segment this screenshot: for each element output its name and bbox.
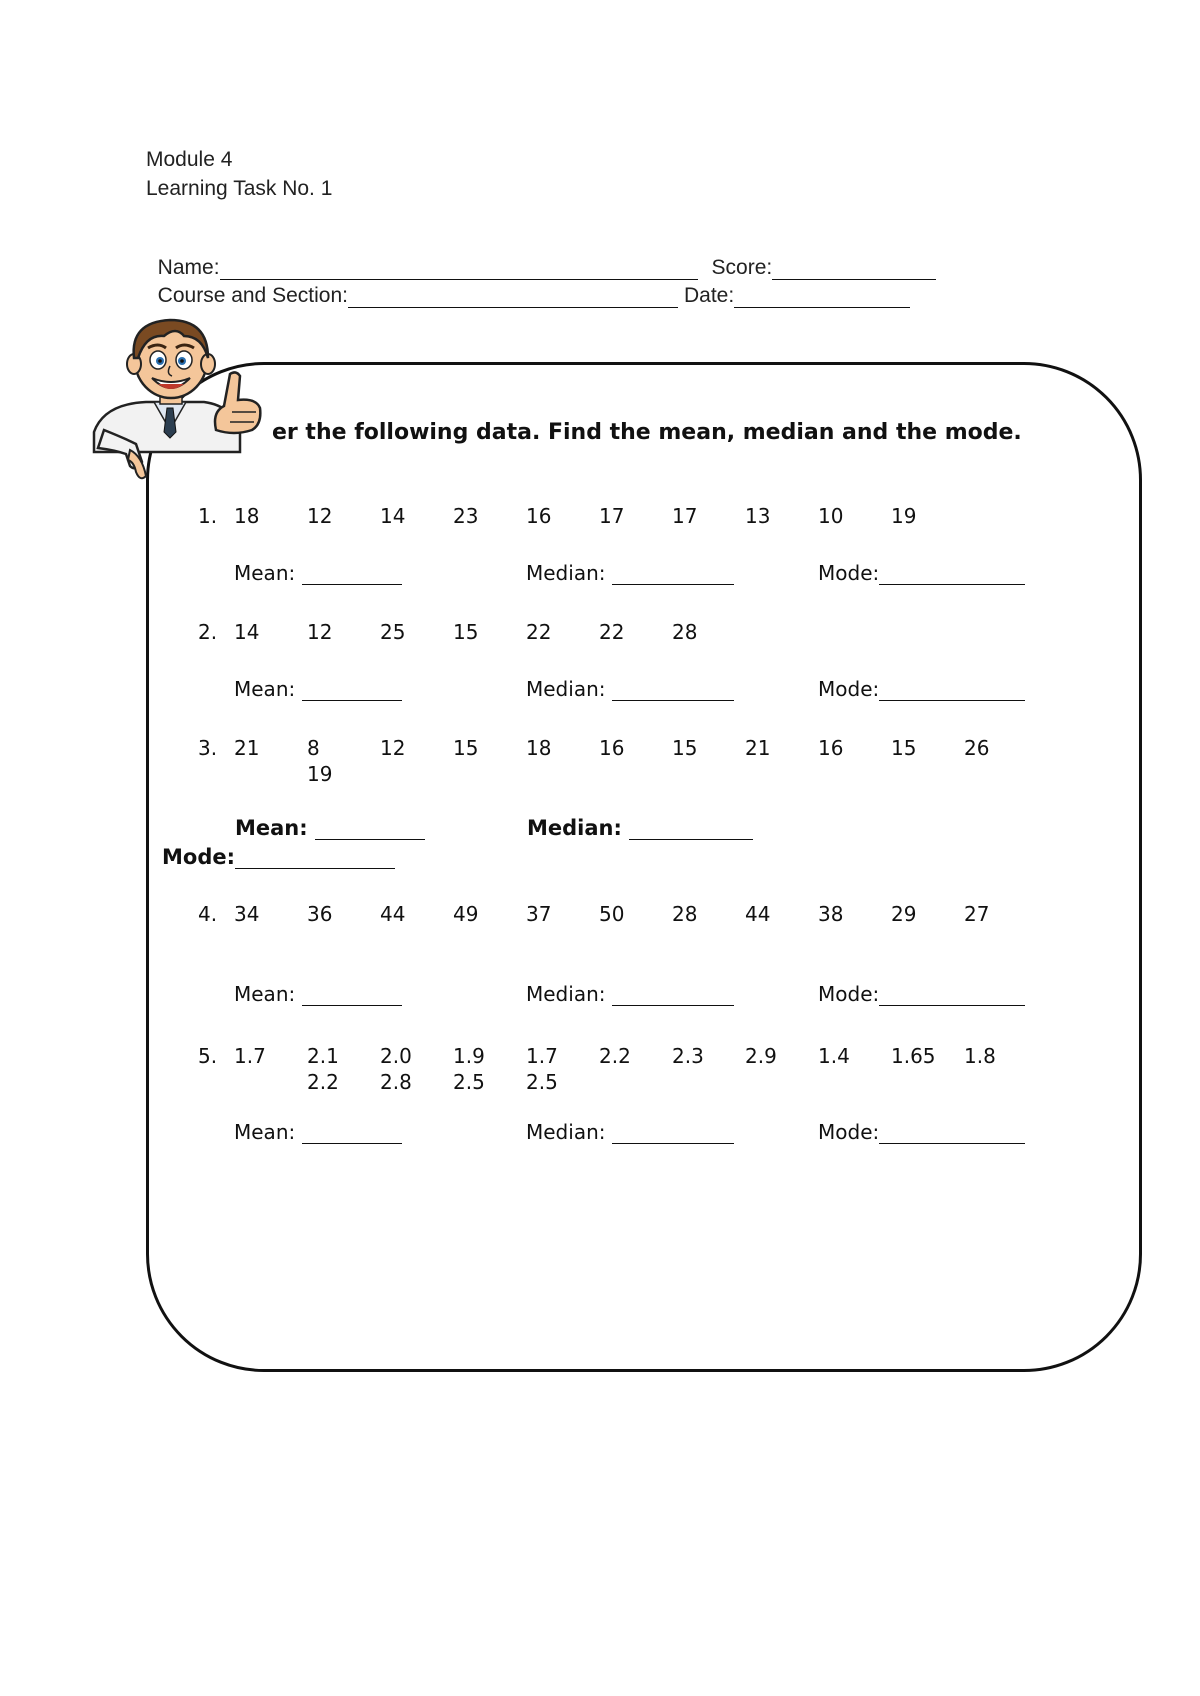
data-value: 49 xyxy=(453,902,479,926)
data-value: 2.5 xyxy=(526,1070,558,1094)
data-value: 12 xyxy=(380,736,406,760)
median-label-2: Median: xyxy=(526,677,734,701)
mode-label-3: Mode: xyxy=(162,845,395,869)
date-label: Date: xyxy=(683,284,735,307)
mode-label-2: Mode: xyxy=(818,677,1025,701)
problem-number-5: 5. xyxy=(198,1044,218,1068)
data-value: 15 xyxy=(453,736,479,760)
data-value: 44 xyxy=(745,902,771,926)
data-value: 22 xyxy=(599,620,625,644)
data-value: 22 xyxy=(526,620,552,644)
module-title: Module 4 xyxy=(146,148,233,171)
data-value: 15 xyxy=(891,736,917,760)
data-value: 21 xyxy=(234,736,260,760)
data-value: 26 xyxy=(964,736,990,760)
data-value: 21 xyxy=(745,736,771,760)
data-value: 17 xyxy=(599,504,625,528)
course-label: Course and Section: xyxy=(157,284,348,307)
median-answer-5[interactable] xyxy=(612,1123,734,1144)
data-value: 38 xyxy=(818,902,844,926)
data-value: 29 xyxy=(891,902,917,926)
mode-answer-3[interactable] xyxy=(235,848,395,869)
median-label-3: Median: xyxy=(527,816,753,840)
task-title: Learning Task No. 1 xyxy=(146,177,333,200)
data-value: 2.2 xyxy=(307,1070,339,1094)
median-label-1: Median: xyxy=(526,561,734,585)
mode-label-1: Mode: xyxy=(818,561,1025,585)
data-value: 18 xyxy=(234,504,260,528)
data-value: 12 xyxy=(307,620,333,644)
data-value: 10 xyxy=(818,504,844,528)
data-value: 34 xyxy=(234,902,260,926)
course-field[interactable] xyxy=(348,287,678,308)
data-value: 19 xyxy=(307,762,333,786)
mode-answer-1[interactable] xyxy=(879,564,1025,585)
data-value: 1.9 xyxy=(453,1044,485,1068)
problem-number-4: 4. xyxy=(198,902,218,926)
data-value: 44 xyxy=(380,902,406,926)
problem-number-2: 2. xyxy=(198,620,218,644)
mean-answer-1[interactable] xyxy=(302,564,402,585)
data-value: 1.8 xyxy=(964,1044,996,1068)
mean-answer-5[interactable] xyxy=(302,1123,402,1144)
mean-label-5: Mean: xyxy=(234,1120,402,1144)
data-value: 2.9 xyxy=(745,1044,777,1068)
name-label: Name: xyxy=(157,256,220,279)
data-value: 1.7 xyxy=(526,1044,558,1068)
data-value: 37 xyxy=(526,902,552,926)
data-value: 2.8 xyxy=(380,1070,412,1094)
data-value: 16 xyxy=(526,504,552,528)
data-value: 19 xyxy=(891,504,917,528)
teacher-icon xyxy=(84,312,274,482)
data-value: 2.5 xyxy=(453,1070,485,1094)
data-value: 28 xyxy=(672,902,698,926)
data-value: 18 xyxy=(526,736,552,760)
data-value: 2.0 xyxy=(380,1044,412,1068)
data-value: 25 xyxy=(380,620,406,644)
mode-answer-4[interactable] xyxy=(879,985,1025,1006)
data-value: 36 xyxy=(307,902,333,926)
mean-label-4: Mean: xyxy=(234,982,402,1006)
data-value: 16 xyxy=(818,736,844,760)
course-row xyxy=(146,260,910,308)
data-value: 16 xyxy=(599,736,625,760)
data-value: 50 xyxy=(599,902,625,926)
problem-number-1: 1. xyxy=(198,504,218,528)
data-value: 15 xyxy=(453,620,479,644)
score-label: Score: xyxy=(711,256,773,279)
median-answer-1[interactable] xyxy=(612,564,734,585)
data-value: 23 xyxy=(453,504,479,528)
mean-answer-2[interactable] xyxy=(302,680,402,701)
data-value: 28 xyxy=(672,620,698,644)
data-value: 15 xyxy=(672,736,698,760)
data-value: 8 xyxy=(307,736,320,760)
median-answer-4[interactable] xyxy=(612,985,734,1006)
data-value: 12 xyxy=(307,504,333,528)
mean-answer-4[interactable] xyxy=(302,985,402,1006)
median-answer-2[interactable] xyxy=(612,680,734,701)
mode-label-5: Mode: xyxy=(818,1120,1025,1144)
data-value: 1.65 xyxy=(891,1044,936,1068)
date-field[interactable] xyxy=(734,287,910,308)
data-value: 1.7 xyxy=(234,1044,266,1068)
mode-label-4: Mode: xyxy=(818,982,1025,1006)
mean-label-3: Mean: xyxy=(235,816,425,840)
mean-label-2: Mean: xyxy=(234,677,402,701)
mode-answer-5[interactable] xyxy=(879,1123,1025,1144)
data-value: 13 xyxy=(745,504,771,528)
instruction-text: er the following data. Find the mean, median and the mode. xyxy=(272,420,1022,445)
data-value: 2.1 xyxy=(307,1044,339,1068)
data-value: 2.2 xyxy=(599,1044,631,1068)
data-value: 14 xyxy=(234,620,260,644)
mean-answer-3[interactable] xyxy=(315,819,425,840)
median-label-5: Median: xyxy=(526,1120,734,1144)
median-answer-3[interactable] xyxy=(629,819,753,840)
data-value: 1.4 xyxy=(818,1044,850,1068)
data-value: 2.3 xyxy=(672,1044,704,1068)
mean-label-1: Mean: xyxy=(234,561,402,585)
data-value: 27 xyxy=(964,902,990,926)
data-value: 14 xyxy=(380,504,406,528)
data-value: 17 xyxy=(672,504,698,528)
median-label-4: Median: xyxy=(526,982,734,1006)
problem-number-3: 3. xyxy=(198,736,218,760)
mode-answer-2[interactable] xyxy=(879,680,1025,701)
